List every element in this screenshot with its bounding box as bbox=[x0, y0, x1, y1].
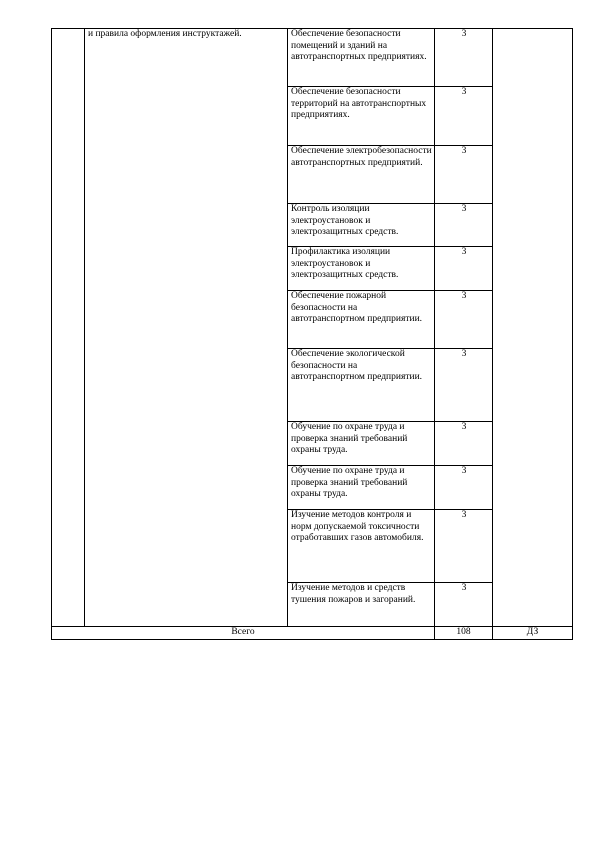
hours-cell: 3 bbox=[435, 87, 493, 146]
topic-cell: Обеспечение безопасности территорий на автотранспортных предприятиях. bbox=[288, 87, 435, 146]
curriculum-table bbox=[51, 28, 573, 640]
topic-cell: Обеспечение пожарной безопасности на автотранспортном предприятии. bbox=[288, 291, 435, 349]
topic-cell: Обеспечение безопасности помещений и зданий на автотранспортных предприятиях. bbox=[288, 29, 435, 87]
hours-cell: 3 bbox=[435, 291, 493, 349]
assessment-cell bbox=[493, 29, 573, 627]
hours-cell: 3 bbox=[435, 422, 493, 466]
table-row bbox=[52, 29, 573, 87]
hours-cell: 3 bbox=[435, 247, 493, 291]
total-row bbox=[52, 627, 573, 640]
hours-cell: 3 bbox=[435, 510, 493, 583]
hours-cell: 3 bbox=[435, 146, 493, 204]
topic-cell: Изучение методов и средств тушения пожаров и загораний. bbox=[288, 583, 435, 627]
total-hours: 108 bbox=[435, 627, 493, 640]
number-cell bbox=[52, 29, 85, 627]
topic-cell: Обучение по охране труда и проверка знаний требований охраны труда. bbox=[288, 466, 435, 510]
topic-cell: Контроль изоляции электроустановок и электрозащитных средств. bbox=[288, 204, 435, 247]
section-description: и правила оформления инструктажей. bbox=[88, 29, 242, 39]
hours-cell: 3 bbox=[435, 349, 493, 422]
total-label: Всего bbox=[52, 627, 435, 640]
hours-cell: 3 bbox=[435, 204, 493, 247]
topic-cell: Обучение по охране труда и проверка знаний требований охраны труда. bbox=[288, 422, 435, 466]
hours-cell: 3 bbox=[435, 583, 493, 627]
section-description-cell bbox=[85, 29, 288, 627]
hours-cell: 3 bbox=[435, 29, 493, 87]
topic-cell: Обеспечение электробезопасности автотранспортных предприятий. bbox=[288, 146, 435, 204]
topic-cell: Изучение методов контроля и норм допускаемой токсичности отработавших газов автомобиля. bbox=[288, 510, 435, 583]
topic-cell: Профилактика изоляции электроустановок и электрозащитных средств. bbox=[288, 247, 435, 291]
topic-cell: Обеспечение экологической безопасности на автотранспортном предприятии. bbox=[288, 349, 435, 422]
total-assessment: ДЗ bbox=[493, 627, 573, 640]
hours-cell: 3 bbox=[435, 466, 493, 510]
